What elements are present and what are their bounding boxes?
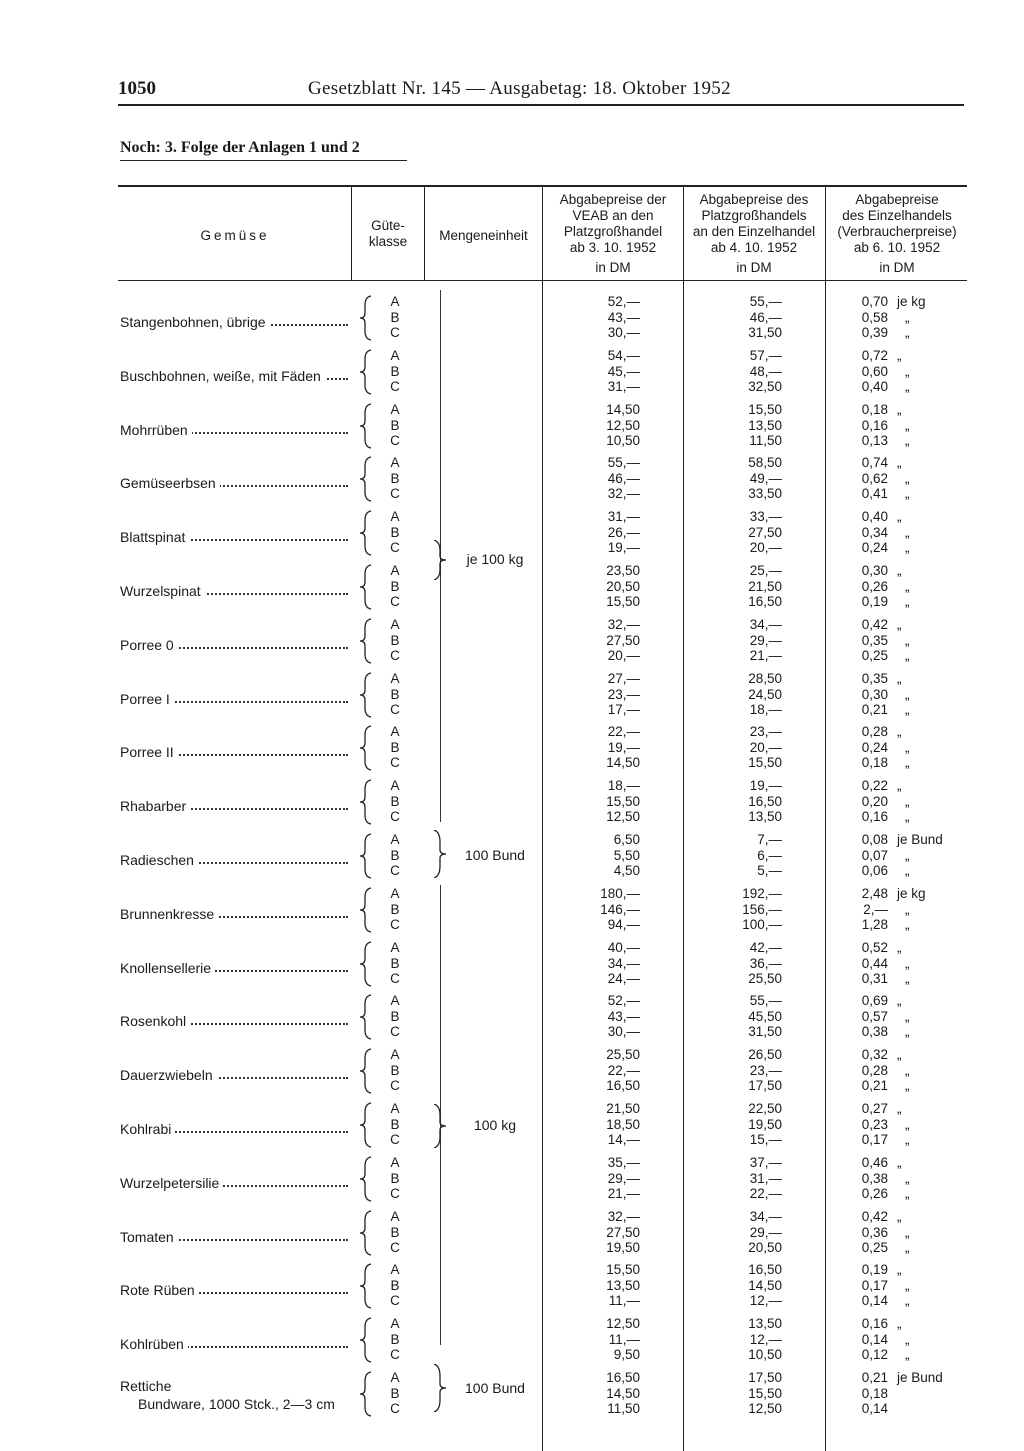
table-row — [0, 993, 1024, 1047]
price-unit: „ „ „ — [897, 724, 910, 770]
group-label-100-bund-rettiche: 100 Bund — [465, 1380, 525, 1396]
class-brace — [359, 941, 373, 987]
quality-classes: A B C — [390, 1155, 400, 1201]
vegetable-name: Wurzelpetersilie — [120, 1175, 352, 1191]
vegetable-name: Wurzelspinat — [120, 583, 352, 599]
price-p3: 2,48 2,— 1,28 — [861, 886, 888, 932]
class-brace — [359, 349, 373, 395]
price-unit: „ „ „ — [897, 1101, 910, 1147]
price-p2: 23,— 20,— 15,50 — [748, 724, 782, 770]
table-row — [0, 671, 1024, 725]
price-p1: 6,50 5,50 4,50 — [613, 832, 640, 878]
class-brace — [359, 510, 373, 556]
price-p2: 28,50 24,50 18,— — [748, 671, 782, 717]
price-unit: „ „ „ — [897, 993, 910, 1039]
vegetable-name: Gemüseerbsen — [120, 475, 352, 491]
class-brace — [359, 887, 373, 933]
class-brace — [359, 1048, 373, 1094]
quality-classes: A B C — [390, 455, 400, 501]
group-brace — [432, 1364, 448, 1412]
price-p3: 0,52 0,44 0,31 — [861, 940, 888, 986]
page-number: 1050 — [118, 78, 156, 99]
table-row — [0, 1155, 1024, 1209]
class-brace — [359, 618, 373, 664]
table-row — [0, 1262, 1024, 1316]
price-p1: 27,— 23,— 17,— — [607, 671, 640, 717]
price-p3: 0,42 0,35 0,25 — [861, 617, 888, 663]
quality-classes: A B C — [390, 1209, 400, 1255]
price-p1: 35,— 29,— 21,— — [607, 1155, 640, 1201]
header-menge: Mengeneinheit — [439, 228, 528, 243]
vegetable-name: Porree I — [120, 691, 352, 707]
price-p3: 0,35 0,30 0,21 — [861, 671, 888, 717]
table-row — [0, 724, 1024, 778]
price-unit: „ „ „ — [897, 563, 910, 609]
quality-classes: A B C — [390, 509, 400, 555]
vegetable-name: Kohlrabi — [120, 1121, 352, 1137]
group-label-100-kg: 100 kg — [473, 1117, 517, 1133]
price-unit: „ „ „ — [897, 509, 910, 555]
quality-classes: A B C — [390, 832, 400, 878]
price-p2: 17,50 15,50 12,50 — [748, 1370, 782, 1416]
price-p3: 0,28 0,24 0,18 — [861, 724, 888, 770]
header-gemuese: Gemüse — [200, 228, 270, 243]
price-p3: 0,30 0,26 0,19 — [861, 563, 888, 609]
price-p2: 25,— 21,50 16,50 — [748, 563, 782, 609]
price-unit: „ „ „ — [897, 1316, 910, 1362]
price-p2: 55,— 46,— 31,50 — [748, 294, 782, 340]
group-label-100-bund: 100 Bund — [465, 847, 525, 863]
price-p3: 0,74 0,62 0,41 — [861, 455, 888, 501]
table-row — [0, 402, 1024, 456]
price-p2: 57,— 48,— 32,50 — [748, 348, 782, 394]
price-p3: 0,69 0,57 0,38 — [861, 993, 888, 1039]
quality-classes: A B C — [390, 1101, 400, 1147]
price-p2: 34,— 29,— 20,50 — [748, 1209, 782, 1255]
quality-classes: A B C — [390, 1262, 400, 1308]
vegetable-name: Kohlrüben — [120, 1336, 352, 1352]
price-p3: 0,08 0,07 0,06 — [861, 832, 888, 878]
table-row — [0, 778, 1024, 832]
vegetable-name: Knollensellerie — [120, 960, 352, 976]
class-brace — [359, 403, 373, 449]
price-p3: 0,70 0,58 0,39 — [861, 294, 888, 340]
header-guete: Güte- klasse — [368, 218, 408, 249]
price-unit: je Bund „ „ — [897, 832, 943, 878]
table-row — [0, 1047, 1024, 1101]
price-unit: „ „ „ — [897, 455, 910, 501]
price-p2: 13,50 12,— 10,50 — [748, 1316, 782, 1362]
subtitle-underline — [120, 160, 407, 161]
price-p2: 7,— 6,— 5,— — [757, 832, 782, 878]
price-p3: 0,32 0,28 0,21 — [861, 1047, 888, 1093]
class-brace — [359, 564, 373, 610]
price-unit: je kg „ „ — [897, 294, 926, 340]
table-row — [0, 563, 1024, 617]
price-p2: 58,50 49,— 33,50 — [748, 455, 782, 501]
price-p1: 52,— 43,— 30,— — [607, 294, 640, 340]
price-p3: 0,19 0,17 0,14 — [861, 1262, 888, 1308]
class-brace — [359, 1371, 373, 1417]
group-label-je-100-kg: je 100 kg — [466, 551, 524, 567]
group-brace — [432, 1104, 448, 1148]
class-brace — [359, 1102, 373, 1148]
quality-classes: A B C — [390, 940, 400, 986]
price-p3: 0,42 0,36 0,25 — [861, 1209, 888, 1255]
page-header — [118, 78, 964, 104]
price-unit: „ „ „ — [897, 778, 910, 824]
class-brace — [359, 295, 373, 341]
vegetable-name: Stangenbohnen, übrige — [120, 314, 352, 330]
quality-classes: A B C — [390, 617, 400, 663]
price-p3: 0,27 0,23 0,17 — [861, 1101, 888, 1147]
header-price-grosshandel: Abgabepreise des Platzgroßhandels an den Einzelhandel ab 4. 10. 1952 in DM — [692, 192, 816, 275]
price-p1: 52,— 43,— 30,— — [607, 993, 640, 1039]
vegetable-name: Dauerzwiebeln — [120, 1067, 352, 1083]
class-brace — [359, 1210, 373, 1256]
price-p3: 0,18 0,16 0,13 — [861, 402, 888, 448]
price-unit: je kg „ „ — [897, 886, 926, 932]
header-title: Gesetzblatt Nr. 145 — Ausgabetag: 18. Oktober 1952 — [308, 78, 731, 99]
header-rule — [118, 104, 964, 106]
price-p1: 31,— 26,— 19,— — [607, 509, 640, 555]
price-unit: „ „ „ — [897, 1047, 910, 1093]
quality-classes: A B C — [390, 563, 400, 609]
vegetable-name: Radieschen — [120, 852, 352, 868]
price-unit: „ „ „ — [897, 1262, 910, 1308]
class-brace — [359, 779, 373, 825]
quality-classes: A B C — [390, 294, 400, 340]
price-unit: „ „ „ — [897, 1209, 910, 1255]
price-p3: 0,40 0,34 0,24 — [861, 509, 888, 555]
price-unit: „ „ „ — [897, 617, 910, 663]
quality-classes: A B C — [390, 1370, 400, 1416]
vegetable-name: Mohrrüben — [120, 422, 352, 438]
price-p1: 55,— 46,— 32,— — [607, 455, 640, 501]
class-brace — [359, 1156, 373, 1202]
price-p2: 22,50 19,50 15,— — [748, 1101, 782, 1147]
quality-classes: A B C — [390, 993, 400, 1039]
price-p2: 19,— 16,50 13,50 — [748, 778, 782, 824]
vegetable-name: Blattspinat — [120, 529, 352, 545]
price-p1: 40,— 34,— 24,— — [607, 940, 640, 986]
price-p2: 26,50 23,— 17,50 — [748, 1047, 782, 1093]
quality-classes: A B C — [390, 724, 400, 770]
vegetable-name: Porree II — [120, 744, 352, 760]
price-p1: 14,50 12,50 10,50 — [606, 402, 640, 448]
price-p2: 55,— 45,50 31,50 — [748, 993, 782, 1039]
price-p1: 16,50 14,50 11,50 — [606, 1370, 640, 1416]
class-brace — [359, 833, 373, 879]
price-p1: 25,50 22,— 16,50 — [606, 1047, 640, 1093]
group-brace — [432, 540, 448, 580]
price-p2: 15,50 13,50 11,50 — [748, 402, 782, 448]
price-p2: 33,— 27,50 20,— — [748, 509, 782, 555]
header-price-veab: Abgabepreise der VEAB an den Platzgroßhandel ab 3. 10. 1952 in DM — [559, 192, 667, 275]
group-brace — [432, 830, 448, 878]
price-p3: 0,21 0,18 0,14 — [861, 1370, 888, 1416]
table-row — [0, 940, 1024, 994]
price-p1: 21,50 18,50 14,— — [606, 1101, 640, 1147]
quality-classes: A B C — [390, 671, 400, 717]
quality-classes: A B C — [390, 402, 400, 448]
price-p1: 23,50 20,50 15,50 — [606, 563, 640, 609]
price-p1: 18,— 15,50 12,50 — [606, 778, 640, 824]
vegetable-name: Rhabarber — [120, 798, 352, 814]
price-p1: 15,50 13,50 11,— — [606, 1262, 640, 1308]
price-p1: 54,— 45,— 31,— — [607, 348, 640, 394]
table-row — [0, 294, 1024, 348]
class-brace — [359, 456, 373, 502]
class-brace — [359, 725, 373, 771]
price-p2: 42,— 36,— 25,50 — [748, 940, 782, 986]
quality-classes: A B C — [390, 1047, 400, 1093]
table-row — [0, 886, 1024, 940]
vegetable-name: Buschbohnen, weiße, mit Fäden — [120, 368, 352, 384]
price-p2: 16,50 14,50 12,— — [748, 1262, 782, 1308]
vegetable-name: Tomaten — [120, 1229, 352, 1245]
table-row — [0, 455, 1024, 509]
quality-classes: A B C — [390, 886, 400, 932]
table-row — [0, 1316, 1024, 1370]
price-p3: 0,72 0,60 0,40 — [861, 348, 888, 394]
vegetable-name: Rettiche — [120, 1378, 352, 1394]
price-unit: „ „ „ — [897, 348, 910, 394]
table-row — [0, 1209, 1024, 1263]
table-row — [0, 348, 1024, 402]
price-unit: „ „ „ — [897, 1155, 910, 1201]
price-unit: „ „ „ — [897, 671, 910, 717]
class-brace — [359, 1263, 373, 1309]
price-unit: „ „ „ — [897, 402, 910, 448]
price-p2: 37,— 31,— 22,— — [749, 1155, 782, 1201]
header-price-einzelhandel: Abgabepreise des Einzelhandels (Verbraucherpreise) ab 6. 10. 1952 in DM — [837, 192, 957, 275]
price-unit: „ „ „ — [897, 940, 910, 986]
vegetable-name: Rosenkohl — [120, 1013, 352, 1029]
table-row — [0, 1370, 1024, 1424]
vegetable-subname: Bundware, 1000 Stck., 2—3 cm — [120, 1396, 352, 1412]
vegetable-name: Rote Rüben — [120, 1282, 352, 1298]
quality-classes: A B C — [390, 778, 400, 824]
quality-classes: A B C — [390, 1316, 400, 1362]
price-p3: 0,16 0,14 0,12 — [861, 1316, 888, 1362]
price-p1: 180,— 146,— 94,— — [600, 886, 640, 932]
class-brace — [359, 672, 373, 718]
price-p2: 192,— 156,— 100,— — [742, 886, 782, 932]
price-p1: 32,— 27,50 20,— — [606, 617, 640, 663]
class-brace — [359, 994, 373, 1040]
vegetable-name: Brunnenkresse — [120, 906, 352, 922]
price-p1: 22,— 19,— 14,50 — [606, 724, 640, 770]
price-unit: je Bund — [897, 1370, 943, 1385]
vegetable-name: Porree 0 — [120, 637, 352, 653]
section-subtitle: Noch: 3. Folge der Anlagen 1 und 2 — [120, 139, 360, 156]
price-p1: 32,— 27,50 19,50 — [606, 1209, 640, 1255]
price-p3: 0,22 0,20 0,16 — [861, 778, 888, 824]
price-p2: 34,— 29,— 21,— — [749, 617, 782, 663]
quality-classes: A B C — [390, 348, 400, 394]
price-p1: 12,50 11,— 9,50 — [606, 1316, 640, 1362]
table-row — [0, 617, 1024, 671]
class-brace — [359, 1317, 373, 1363]
price-p3: 0,46 0,38 0,26 — [861, 1155, 888, 1201]
